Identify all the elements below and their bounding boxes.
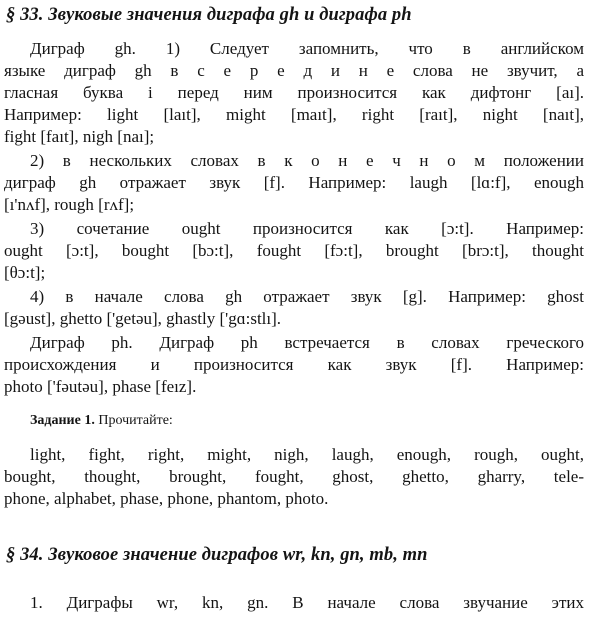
word-list-line: bought, thought, brought, fought, ghost, ghetto, gharry, tele- (4, 467, 584, 486)
word-list-line: light, fight, right, might, nigh, laugh, enough, rough, ought, (30, 445, 584, 464)
body-line: языке диграф gh в с е р е д и н е слова не звучит, а (4, 61, 584, 80)
body-line: [gəust], ghetto ['getəu], ghastly ['gɑ:stlı]. (4, 309, 282, 328)
section-34-heading: § 34. Звуковое значение диграфов wr, kn, gn, mb, mn (6, 545, 428, 565)
word-list-line: phone, alphabet, phase, phone, phantom, photo. (4, 489, 329, 508)
task-text: Прочитайте: (98, 413, 173, 428)
body-line: диграф gh отражает звук [f]. Например: laugh [lɑ:f], enough (4, 173, 584, 192)
body-line: ought [ɔ:t], bought [bɔ:t], fought [fɔ:t], brought [brɔ:t], thought (4, 241, 584, 260)
section-33-heading: § 33. Звуковые значения диграфа gh и диграфа ph (6, 5, 412, 25)
body-line: Например: light [laıt], might [maıt], right [raıt], night [naıt], (4, 105, 584, 124)
body-line: Диграф gh. 1) Следует запомнить, что в английском (30, 39, 584, 58)
body-line: 1. Диграфы wr, kn, gn. В начале слова звучание этих (30, 593, 584, 612)
body-line: 3) сочетание ought произносится как [ɔ:t]. Например: (30, 219, 584, 238)
body-line: fight [faıt], nigh [naı]; (4, 127, 155, 146)
body-line: происхождения и произносится как звук [f]. Например: (4, 355, 584, 374)
task-heading (30, 412, 173, 430)
task-label: Задание 1. (30, 413, 95, 428)
body-line: Диграф ph. Диграф ph встречается в словах греческого (30, 333, 584, 352)
body-line: 4) в начале слова gh отражает звук [g]. Например: ghost (30, 287, 584, 306)
body-line: 2) в нескольких словах в к о н е ч н о м положении (30, 151, 584, 170)
body-line: гласная буква i перед ним произносится как дифтонг [aı]. (4, 83, 584, 102)
body-line: [ı'nʌf], rough [rʌf]; (4, 195, 135, 214)
body-line: [θɔ:t]; (4, 263, 46, 282)
body-line: photo ['fəutəu], phase [feız]. (4, 377, 197, 396)
